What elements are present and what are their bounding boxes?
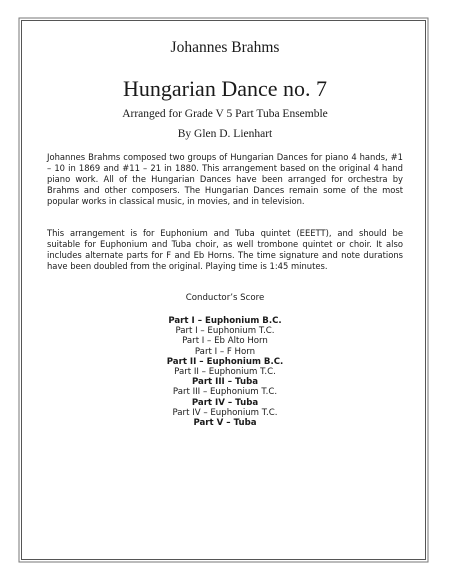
part-item: Part IV – Euphonium T.C. bbox=[172, 407, 278, 418]
part-item: Part I – Euphonium B.C. bbox=[168, 316, 282, 326]
part-item: Part II – Euphonium B.C. bbox=[166, 356, 284, 367]
part-item: Part I – F Horn bbox=[194, 346, 256, 357]
intro-paragraph: Johannes Brahms composed two groups of Hungarian Dances for piano 4 hands, #1 – 10 in 1869 and #11 – 21 in 1880. This arrangement based on the original 4 hand piano work. All of the Hungarian Dances have been arranged for orchestra by Brahms and other composers. The Hungarian Dances remain some of the most popular works in classical music, in movies, and in television. bbox=[47, 152, 403, 206]
part-item: Part V – Tuba bbox=[193, 418, 257, 429]
part-item: Part II – Euphonium T.C. bbox=[174, 367, 276, 378]
composer-name: Johannes Brahms bbox=[170, 39, 280, 56]
part-item: Part III – Tuba bbox=[191, 377, 259, 388]
arrangement-subtitle: Arranged for Grade V 5 Part Tuba Ensemble bbox=[122, 108, 328, 120]
part-item: Part I – Euphonium T.C. bbox=[175, 326, 275, 337]
page-title: Hungarian Dance no. 7 bbox=[122, 76, 328, 101]
part-item: Part I – Eb Alto Horn bbox=[182, 336, 268, 347]
parts-list bbox=[0, 316, 450, 428]
score-heading: Conductor’s Score bbox=[185, 293, 265, 303]
part-item: Part IV – Tuba bbox=[191, 397, 259, 408]
instrumentation-paragraph: This arrangement is for Euphonium and Tuba quintet (EEETT), and should be suitable for Euphonium and Tuba choir, as well trombone quintet or choir. It also includes alternate parts for F and Eb Horns. The time signature and note durations have been doubled from the original. Playing time is 1:45 minutes. bbox=[47, 228, 403, 271]
arranger-byline: By Glen D. Lienhart bbox=[177, 128, 273, 140]
part-item: Part III – Euphonium T.C. bbox=[172, 387, 278, 398]
